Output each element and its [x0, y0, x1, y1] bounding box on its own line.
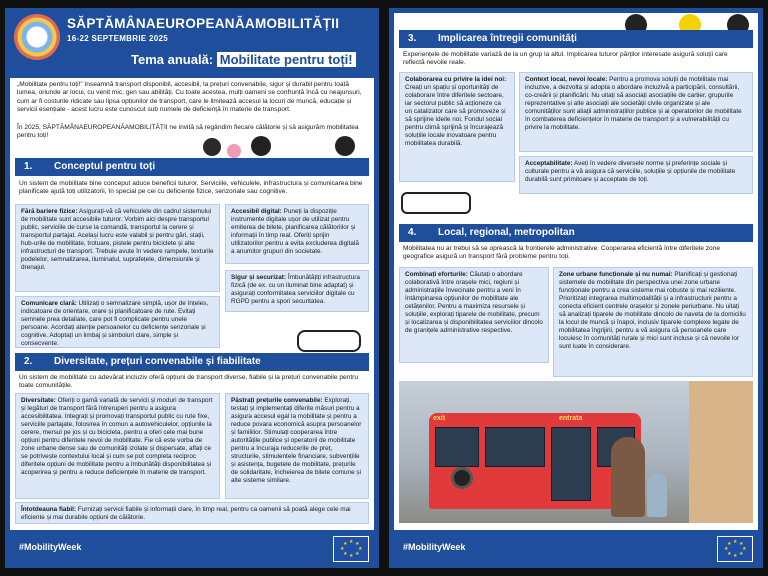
bus-wheel: [451, 467, 473, 489]
box-title: Păstrați prețurile convenabile:: [231, 397, 323, 404]
poster-page-left: [5, 8, 379, 568]
intro-paragraph-2: În 2025, SĂPTĂMÂNAEUROPEANĂAMOBILITĂȚII ne invită să regândim fiecare călătorie și să asigurăm mobilitatea pentru toți!: [17, 124, 359, 140]
section-2-header: [15, 353, 369, 371]
box-text: Explorați, testați și implementați diferite măsuri pentru a asigura accesul egal la mobilitate și pentru a reduce povara economică asupra persoanelor și familiilor. Stimulați cooperarea între autoritățile publice și operatorii de mobilitate pentru a încuraja reducerile de preț, structurile, stimulentele financiare, subvențiile și asistența, bugetele de mobilitate, prețurile de solidaritate, încheierea de bilete comune și alte sisteme similare.: [231, 397, 362, 484]
theme-value: Mobilitate pentru toți!: [217, 52, 356, 67]
box-text: Căutați o abordare colaborativă între orașele mici, regiuni și administrațiile învecinate pentru a veni în întâmpinarea opțiunilor de mobilitate ale cetățenilor. Pentru a maximiza resursele și soluțiile, explorați tiparele de mobilitate, precum și localizarea și disponibilitatea serviciilor dincolo de granițele administrative respective.: [405, 271, 543, 334]
box-title: Combinați eforturile:: [405, 271, 468, 278]
bus-door: [551, 427, 591, 501]
stroller-icon: [227, 144, 241, 158]
footer-hashtag: #MobilityWeek: [19, 542, 82, 552]
wheelchair-icon: [203, 138, 221, 156]
section-3-number: 3.: [408, 33, 417, 44]
section-2-title: Diversitate, prețuri convenabile și fiabilitate: [54, 356, 261, 367]
section-4-lead: Mobilitatea nu ar trebui să se oprească la frontierele administrative. Cooperarea eficientă între diferitele zone geografice asigură un transport fără probleme pentru toți.: [403, 245, 721, 261]
section-2-box-diversity: [15, 393, 220, 499]
box-text: Asigurați-vă că vehiculele din cadrul sistemului de mobilitate sunt accesibile tuturor. Vorbim aici despre transportul public, serviciile de curse la comandă, transportul la cerere și transportul partajat. Același lucru este valabil și pentru gări, stații, hub-urile de mobilitate, trotuare, pistele pentru biciclete și alte infrastructuri de transport. Trebuie avute în vedere rampele, texturile podelelor, semnalizarea, iluminatul, suprafețele, dimensiunile și drenajul.: [21, 208, 214, 271]
section-4-number: 4.: [408, 227, 417, 238]
section-4-header: [399, 224, 753, 242]
bus-sign-exit: exit: [433, 415, 446, 422]
footer-bar: [5, 530, 379, 568]
section-3-box-local-context: [519, 72, 753, 152]
box-text: Puneți la dispoziție instrumente digitale ușor de utilizat pentru emiterea de bilete, planificarea călătoriilor și informații în timp real. Oferiți sprijin utilizatorilor pentru a evita excluderea digitală a anumitor grupuri din societate.: [231, 208, 359, 255]
bus-window: [435, 427, 479, 467]
section-1-box-barriers: [15, 204, 220, 292]
box-text: Planificați și gestionați sistemele de mobilitate din perspectiva unei zone urbane funcționale pentru a crea sisteme mai robuste și mai reziliente. Prioritizați integrarea multimodalității și a infrastructurii pentru a conecta eficient centrele orașelor și zonele periurbane. Nu uitați să analizați tiparele de mobilitate dincolo de naveta de la domiciliu la locul de muncă și înapoi, inclusiv tiparele complexe legate de mobilitatea îngrijirii, pentru a vă asigura că persoanele care locuiesc în comunități rurale și mici sunt incluse și că nevoile lor sunt luate în considerare.: [559, 271, 746, 350]
box-title: Sigur și securizat:: [231, 274, 287, 281]
section-3-title: Implicarea întregii comunități: [438, 33, 577, 44]
section-1-title: Conceptul pentru toți: [54, 161, 156, 172]
footer-bar: [389, 530, 763, 568]
header-theme: [131, 52, 356, 67]
bus-sign-entrance: entrata: [559, 415, 583, 422]
box-text: Pentru a promova soluții de mobilitate mai incluzive, a dezvolta și adopta o abordare incluzivă a participării, consultării, co-creării și planificării. Nu uitați să asociați asociațiile de cartier, grupurile reprezentative și alte asociații ale societății civile organizate și ale comunităților sunt aliații administrațiilor publice și ai operatorilor de mobilitate în combaterea deficiențelor în materie de transport și a vulnerabilității cu privire la mobilitate.: [525, 76, 742, 131]
red-bus: [429, 413, 641, 509]
section-4-box-urban-zones: [553, 267, 753, 377]
section-2-box-prices: [225, 393, 369, 499]
minibus-icon: [297, 330, 361, 352]
section-1-box-safety: [225, 270, 369, 312]
header-dates: 16-22 SEPTEMBRIE 2025: [67, 34, 169, 43]
poster-header: [5, 8, 379, 78]
box-text: Furnizați servicii fiabile și informații clare, în timp real, pentru ca oamenii să poată alege cele mai eficiente și mai durabile opțiuni de călătorie.: [21, 506, 351, 521]
intro-paragraph-1: „Mobilitate pentru toți!” înseamnă transport disponibil, accesibil, la prețuri convenabile, sigur și durabil pentru toată lumea, oriunde ar locui, cu venit mic, gen sau abilități. Cu toate acestea, mulți oameni se confruntă încă cu neajunsuri, cum ar fi costurile ridicate sau lipsa opțiunilor de transport, care le limitează accesul la locuri de muncă, educație și servicii esențiale - acest lucru este cunoscut sub numele de deficiență în materie de transport.: [17, 81, 362, 114]
bus-boarding-photo: [399, 381, 753, 523]
section-1-box-digital: [225, 204, 369, 264]
box-title: Accesibil digital:: [231, 208, 282, 215]
section-1-number: 1.: [24, 161, 33, 172]
box-title: Diversitate:: [21, 397, 56, 404]
section-1-header: [15, 158, 369, 176]
box-text: Utilizați o semnalizare simplă, ușor de înțeles, indicatoare de orientare, orare și planificatoare de rute. Evitați semnele prea detaliate, care pot fi complicate pentru unele persoane. Acordați atenție persoanelor cu deficiențe senzoriale și cognitive. Adoptați un limbaj și simboluri clare, simple și consecvente.: [21, 300, 209, 347]
section-2-number: 2.: [24, 356, 33, 367]
section-1-lead: Un sistem de mobilitate bine conceput aduce beneficii tuturor. Serviciile, vehiculele, infrastructura și comunicarea bine planificate ajută toți utilizatorii, în special pe cei cu deficiențe fizice, senzoriale sau cognitive.: [19, 180, 363, 196]
section-3-lead: Experiențele de mobilitate variază de la un grup la altul. Implicarea tuturor părților interesate asigură soluții care reflectă nevoile reale.: [403, 51, 728, 67]
box-text: Oferiți o gamă variată de servicii și moduri de transport și legături de transport fără întreruperi pentru a asigura accesibilitatea. Integrați și promovați transportul public cu rute fixe, serviciile partajate, folosirea în comun a autovehiculelor, opțiunile la cerere, mersul pe jos și cu bicicleta, pentru a oferi cele mai bune opțiuni pentru diferitele nevoi de mobilitate. Fie că este vorba de zone urbane dense sau de comunități izolate și dispersate, aflați ce se potrivește contextului local și cum se pot completa reciproc diferitele opțiuni de mobilitate pentru a îmbunătăți disponibilitatea și acoperirea și pentru a reduce deficiențele în materie de transport.: [21, 397, 213, 476]
box-title: Fără bariere fizice:: [21, 208, 78, 215]
woman-boarding: [611, 437, 645, 517]
section-3-header: [399, 30, 753, 48]
section-4-box-combine: [399, 267, 549, 363]
child-boarding: [647, 473, 667, 517]
section-4-title: Local, regional, metropolitan: [438, 227, 575, 238]
box-title: Colaborarea cu privire la idei noi:: [405, 76, 507, 83]
box-text: Îmbunătățiți infrastructura fizică (de ex. cu un iluminat bine adaptat) și asigurați conformitatea serviciilor digitale cu RGPD pentru a spori securitatea.: [231, 274, 360, 305]
doodle-character-icon: [251, 136, 271, 156]
doodle-character-icon: [335, 136, 355, 156]
header-title: SĂPTĂMÂNAEUROPEANĂAMOBILITĂȚII: [67, 16, 340, 31]
eu-flag-icon: ★ ★ ★ ★ ★ ★ ★ ★: [333, 536, 369, 562]
box-title: Zone urbane funcționale și nu numai:: [559, 271, 673, 278]
theme-label: Tema anuală:: [131, 52, 214, 67]
box-title: Acceptabilitate:: [525, 160, 573, 167]
section-1-box-communication: [15, 296, 220, 348]
section-2-lead: Un sistem de mobilitate cu adevărat incluziv oferă opțiuni de transport diverse, fiabile și la prețuri convenabile pentru toate comunitățile.: [19, 374, 359, 390]
section-3-box-acceptability: [519, 156, 753, 194]
box-text: Aveți în vedere diversele norme și preferințe sociale și culturale pentru a vă asigura că serviciile, soluțiile și opțiunile de mobilitate durabilă sunt primitoare și acceptate de toți.: [525, 160, 736, 183]
bus-window: [485, 427, 545, 467]
eu-flag-icon: ★ ★ ★ ★ ★ ★ ★ ★: [717, 536, 753, 562]
box-title: Context local, nevoi locale:: [525, 76, 608, 83]
box-title: Întotdeauna fiabil:: [21, 506, 77, 513]
section-3-box-collaboration: [399, 72, 515, 182]
tram-icon: [401, 192, 471, 214]
section-2-box-reliability: [15, 502, 369, 524]
mobility-week-logo-icon: [14, 14, 60, 60]
poster-page-right: [389, 8, 763, 568]
box-title: Comunicare clară:: [21, 300, 77, 307]
footer-hashtag: #MobilityWeek: [403, 542, 466, 552]
building-facade: [689, 381, 753, 523]
box-text: Creați un spațiu și oportunități de colaborare între diferitele sectoare, iar sectorul public să acționeze ca un catalizator care să promoveze și să sprijine ideile noi. Fondul social pentru climă sprijină și încurajează soluțiile locale inovatoare pentru mobilitatea durabilă.: [405, 84, 506, 147]
